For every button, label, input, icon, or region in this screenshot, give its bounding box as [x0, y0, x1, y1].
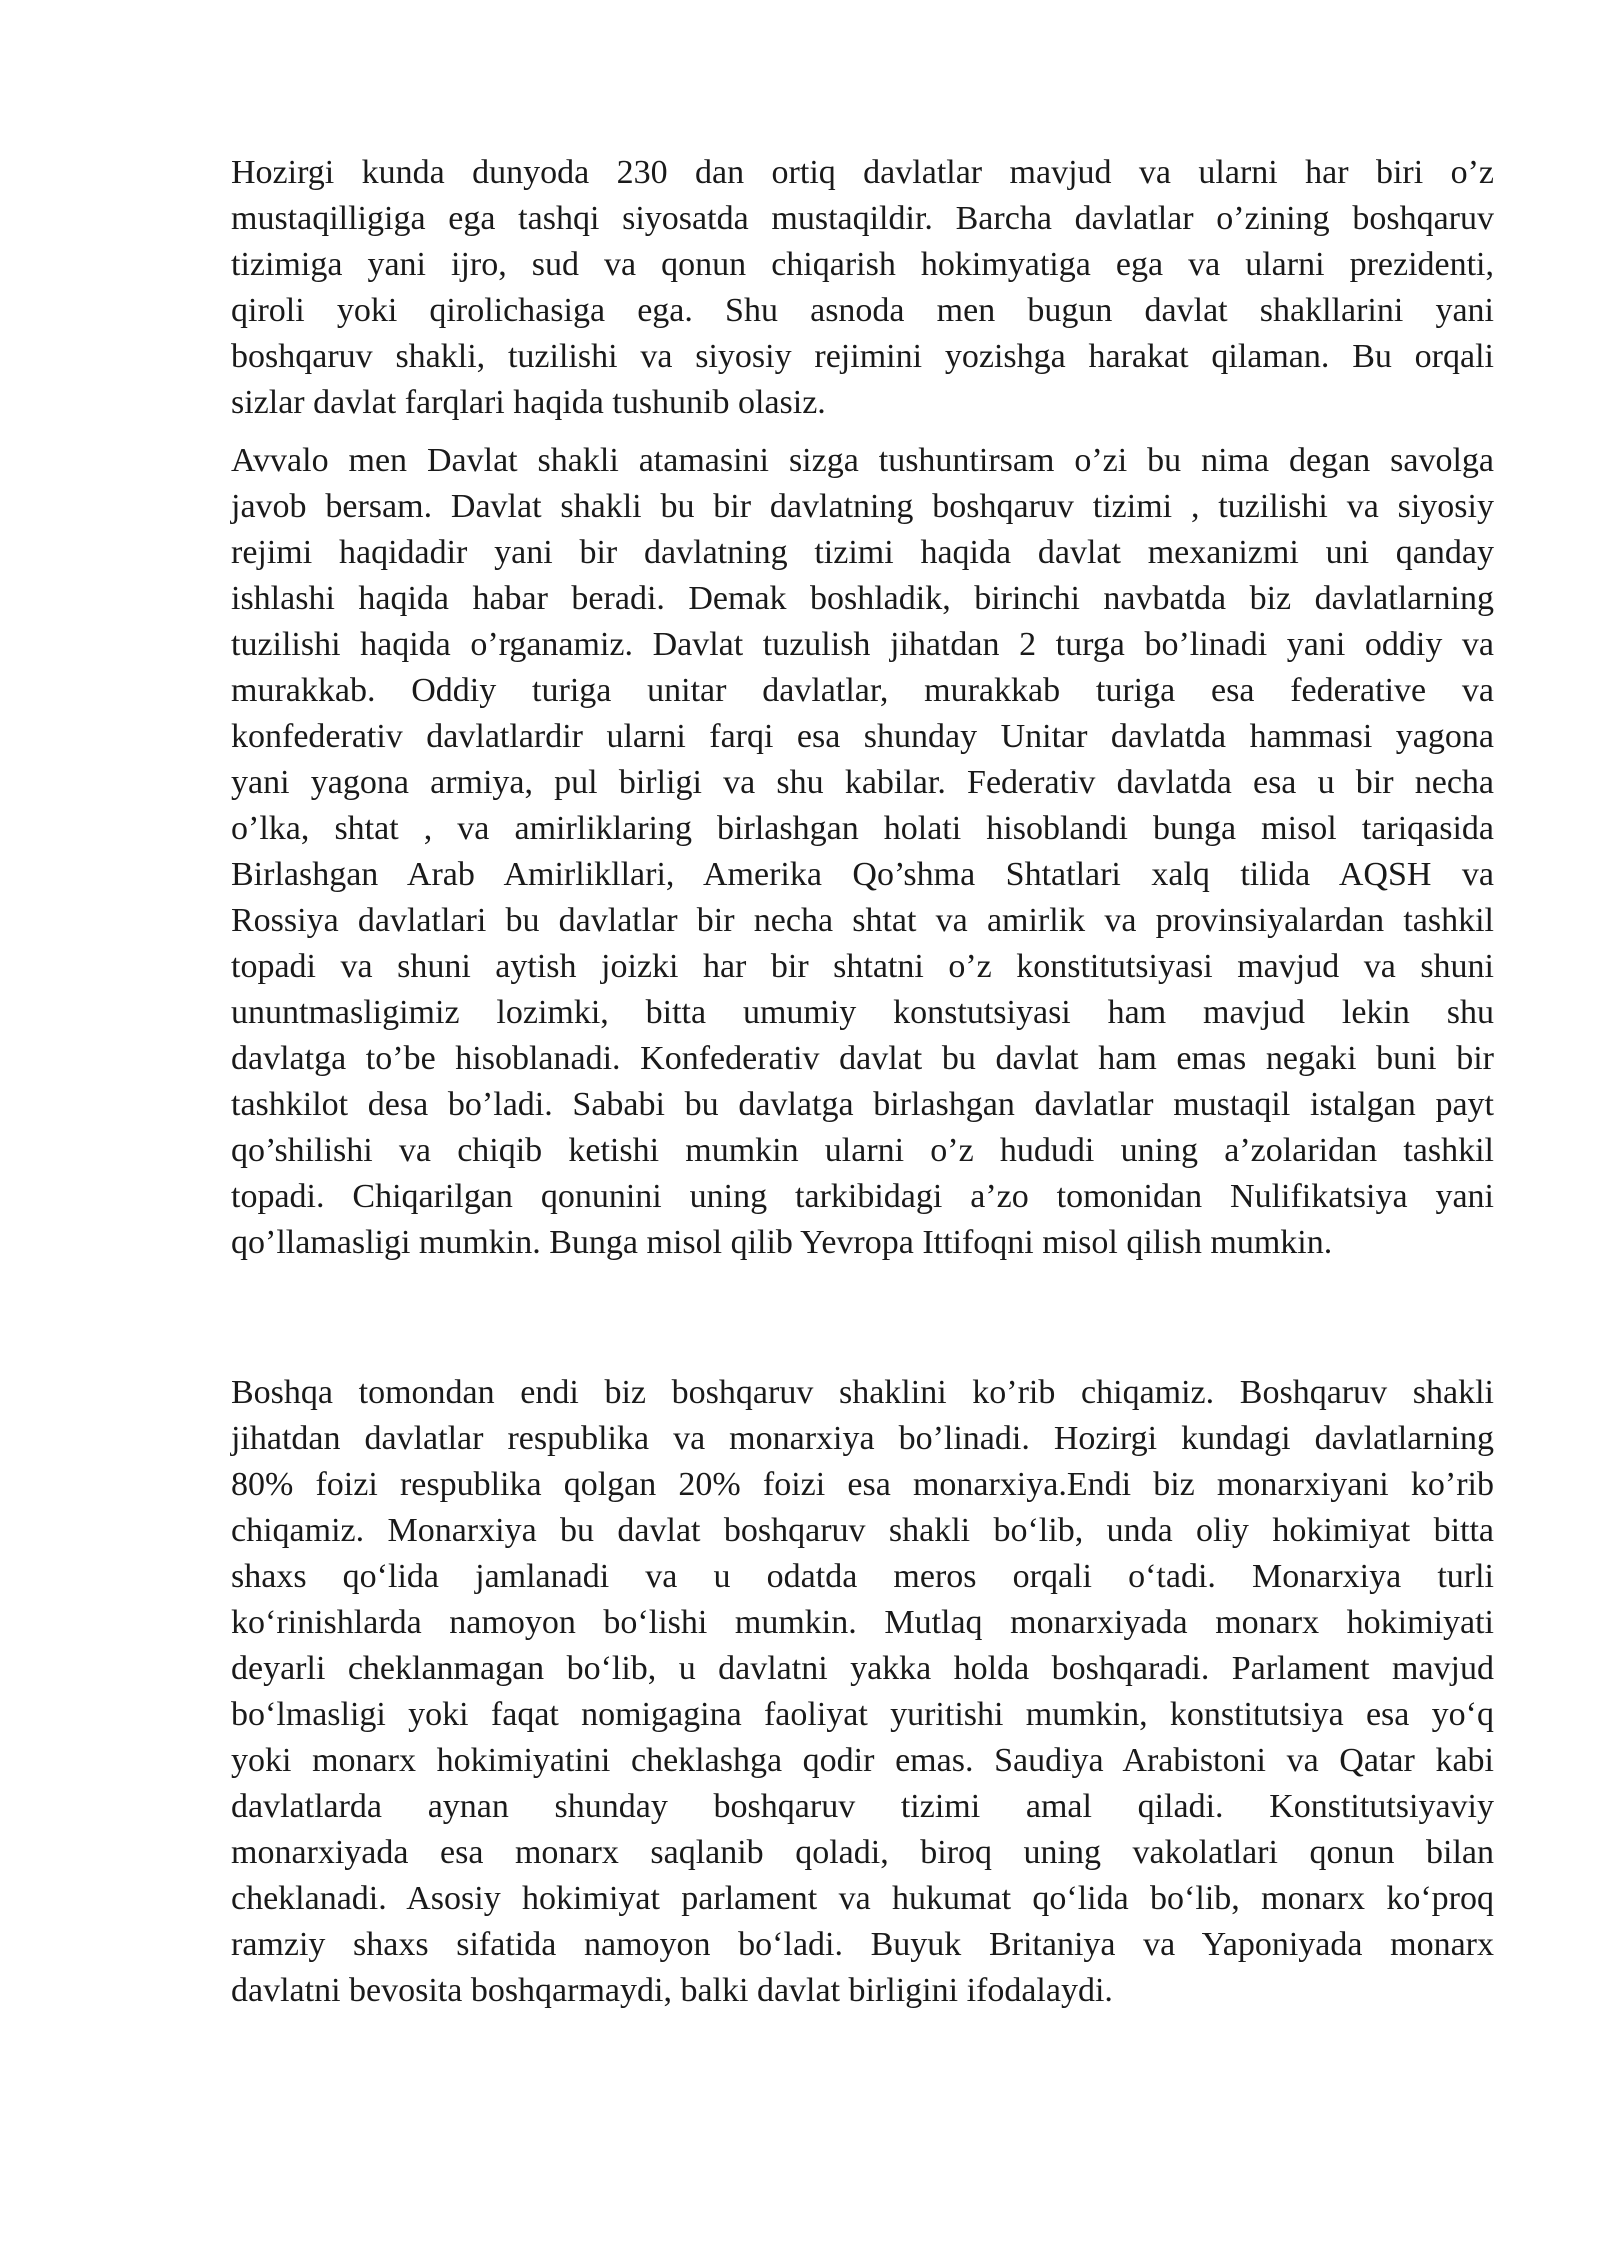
text-line: Boshqa tomondan endi biz boshqaruv shaklini ko’rib chiqamiz. Boshqaruv shakli	[231, 1374, 1494, 1411]
text-line: tashkilot desa bo’ladi. Sababi bu davlatga birlashgan davlatlar mustaqil istalgan payt	[231, 1086, 1494, 1123]
text-line: ununtmasligimiz lozimki, bitta umumiy konstutsiyasi ham mavjud lekin shu	[231, 994, 1494, 1031]
text-line: monarxiyada esa monarx saqlanib qoladi, biroq uning vakolatlari qonun bilan	[231, 1834, 1494, 1871]
text-line: yani yagona armiya, pul birligi va shu kabilar. Federativ davlatda esa u bir necha	[231, 764, 1494, 801]
text-line: topadi va shuni aytish joizki har bir shtatni o’z konstitutsiyasi mavjud va shuni	[231, 948, 1494, 985]
text-line: yoki monarx hokimiyatini cheklashga qodir emas. Saudiya Arabistoni va Qatar kabi	[231, 1742, 1494, 1779]
text-line: tuzilishi haqida o’rganamiz. Davlat tuzulish jihatdan 2 turga bo’linadi yani oddiy va	[231, 626, 1494, 663]
text-line: javob bersam. Davlat shakli bu bir davlatning boshqaruv tizimi , tuzilishi va siyosiy	[231, 488, 1494, 525]
text-line: cheklanadi. Asosiy hokimiyat parlament va hukumat qo‘lida bo‘lib, monarx ko‘proq	[231, 1880, 1494, 1917]
text-line: ko‘rinishlarda namoyon bo‘lishi mumkin. Mutlaq monarxiyada monarx hokimiyati	[231, 1604, 1494, 1641]
text-line: bo‘lmasligi yoki faqat nomigagina faoliyat yuritishi mumkin, konstitutsiya esa yo‘q	[231, 1696, 1494, 1733]
text-line: rejimi haqidadir yani bir davlatning tizimi haqida davlat mexanizmi uni qanday	[231, 534, 1494, 571]
text-line: tizimiga yani ijro, sud va qonun chiqarish hokimyatiga ega va ularni prezidenti,	[231, 246, 1494, 283]
text-line: deyarli cheklanmagan bo‘lib, u davlatni yakka holda boshqaradi. Parlament mavjud	[231, 1650, 1494, 1687]
text-line: davlatni bevosita boshqarmaydi, balki davlat birligini ifodalaydi.	[231, 1972, 1113, 2009]
text-line: topadi. Chiqarilgan qonunini uning tarkibidagi a’zo tomonidan Nulifikatsiya yani	[231, 1178, 1494, 1215]
text-line: Hozirgi kunda dunyoda 230 dan ortiq davlatlar mavjud va ularni har biri o’z	[231, 154, 1494, 191]
text-line: boshqaruv shakli, tuzilishi va siyosiy rejimini yozishga harakat qilaman. Bu orqali	[231, 338, 1494, 375]
paragraph-state-structure	[231, 438, 1494, 1266]
text-line: qiroli yoki qirolichasiga ega. Shu asnoda men bugun davlat shakllarini yani	[231, 292, 1494, 329]
text-line: o’lka, shtat , va amirliklaring birlashgan holati hisoblandi bunga misol tariqasida	[231, 810, 1494, 847]
document-body	[231, 150, 1494, 2014]
text-line: qo’shilishi va chiqib ketishi mumkin ularni o’z hududi uning a’zolaridan tashkil	[231, 1132, 1494, 1169]
text-line: 80% foizi respublika qolgan 20% foizi esa monarxiya.Endi biz monarxiyani ko’rib	[231, 1466, 1494, 1503]
text-line: Rossiya davlatlari bu davlatlar bir necha shtat va amirlik va provinsiyalardan tashkil	[231, 902, 1494, 939]
text-line: shaxs qo‘lida jamlanadi va u odatda meros orqali o‘tadi. Monarxiya turli	[231, 1558, 1494, 1595]
text-line: konfederativ davlatlardir ularni farqi esa shunday Unitar davlatda hammasi yagona	[231, 718, 1494, 755]
text-line: murakkab. Oddiy turiga unitar davlatlar, murakkab turiga esa federative va	[231, 672, 1494, 709]
text-line: qo’llamasligi mumkin. Bunga misol qilib Yevropa Ittifoqni misol qilish mumkin.	[231, 1224, 1333, 1261]
text-line: ishlashi haqida habar beradi. Demak boshladik, birinchi navbatda biz davlatlarning	[231, 580, 1494, 617]
paragraph-state-sovereignty	[231, 150, 1494, 426]
paragraph-form-of-government	[231, 1370, 1494, 2014]
text-line: davlatga to’be hisoblanadi. Konfederativ davlat bu davlat ham emas negaki buni bir	[231, 1040, 1494, 1077]
text-line: Avvalo men Davlat shakli atamasini sizga tushuntirsam o’zi bu nima degan savolga	[231, 442, 1494, 479]
text-line: ramziy shaxs sifatida namoyon bo‘ladi. Buyuk Britaniya va Yaponiyada monarx	[231, 1926, 1494, 1963]
text-line: sizlar davlat farqlari haqida tushunib olasiz.	[231, 384, 826, 421]
text-line: jihatdan davlatlar respublika va monarxiya bo’linadi. Hozirgi kundagi davlatlarning	[231, 1420, 1494, 1457]
text-line: davlatlarda aynan shunday boshqaruv tizimi amal qiladi. Konstitutsiyaviy	[231, 1788, 1494, 1825]
text-line: mustaqilligiga ega tashqi siyosatda mustaqildir. Barcha davlatlar o’zining boshqaruv	[231, 200, 1494, 237]
text-line: chiqamiz. Monarxiya bu davlat boshqaruv shakli bo‘lib, unda oliy hokimiyat bitta	[231, 1512, 1494, 1549]
text-line: Birlashgan Arab Amirlikllari, Amerika Qo’shma Shtatlari xalq tilida AQSH va	[231, 856, 1494, 893]
